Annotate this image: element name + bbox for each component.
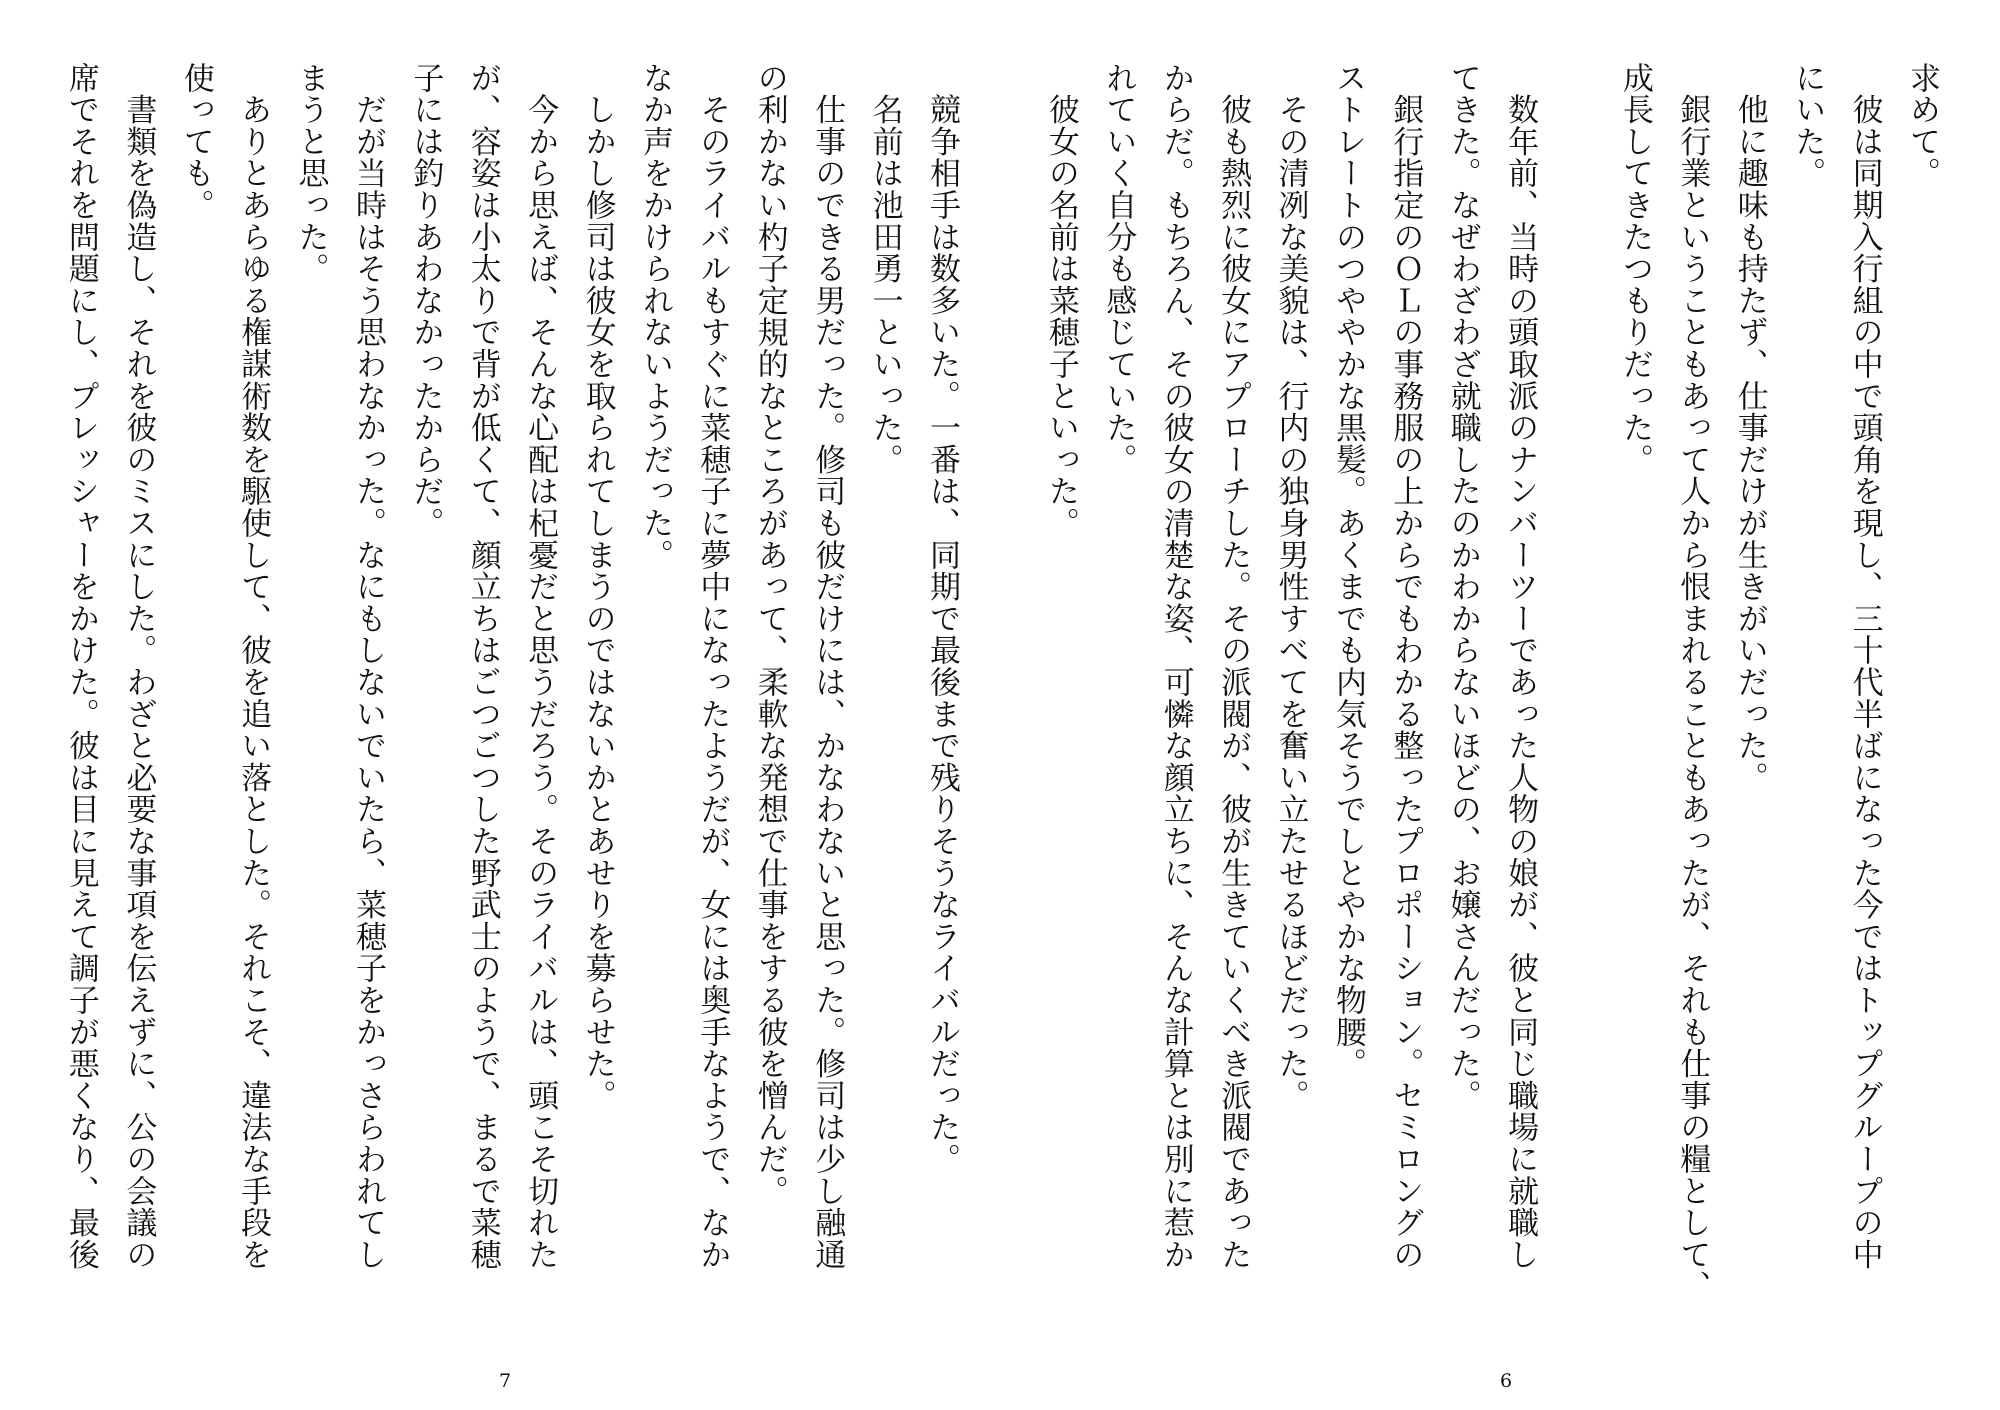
text-column: れていく自分も感じていた。	[1100, 62, 1137, 476]
page-right-text	[1042, 62, 1950, 1352]
text-column: 銀行業ということもあって人から恨まれることもあったが、それも仕事の糧として、	[1674, 62, 1711, 1303]
text-column: 仕事のできる男だった。修司も彼だけには、かなわないと思った。修司は少し融通	[809, 62, 846, 1271]
text-column: 数年前、当時の頭取派のナンバーツーであった人物の娘が、彼と同じ職場に就職し	[1502, 62, 1539, 1271]
text-column: 求めて。	[1904, 62, 1940, 190]
text-column: 子には釣りあわなかったからだ。	[407, 62, 444, 539]
text-column: 今から思えば、そんな心配は杞憂だと思うだろう。そのライバルは、頭こそ切れた	[522, 62, 559, 1271]
text-column: ありとあらゆる権謀術数を駆使して、彼を追い落とした。それこそ、違法な手段を	[235, 62, 272, 1271]
text-column: 書類を偽造し、それを彼のミスにした。わざと必要な事項を伝えずに、公の会議の	[120, 62, 157, 1271]
text-column: 成長してきたつもりだった。	[1616, 62, 1653, 476]
text-column: 名前は池田勇一といった。	[866, 62, 903, 476]
text-column: なか声をかけられないようだった。	[636, 62, 673, 571]
text-column: だが当時はそう思わなかった。なにもしないでいたら、菜穂子をかっさらわれてし	[349, 62, 386, 1271]
text-column: 他に趣味も持たず、仕事だけが生きがいだった。	[1731, 62, 1768, 794]
blank-column	[1548, 62, 1605, 1352]
text-column: 彼も熱烈に彼女にアプローチした。その派閥が、彼が生きていくべき派閥であった	[1215, 62, 1252, 1271]
text-column: にいた。	[1789, 62, 1826, 190]
text-column: が、容姿は小太りで背が低くて、顔立ちはごつごつした野武士のようで、まるで菜穂	[464, 62, 501, 1271]
text-column: 彼は同期入行組の中で頭角を現し、三十代半ばになった今ではトップグループの中	[1846, 62, 1883, 1271]
page-number-right: 6	[1499, 1370, 1513, 1392]
text-column: 競争相手は数多いた。一番は、同期で最後まで残りそうなライバルだった。	[924, 62, 960, 1175]
text-column: そのライバルもすぐに菜穂子に夢中になったようだが、女には奥手なようで、なか	[694, 62, 731, 1271]
text-column: しかし修司は彼女を取られてしまうのではないかとあせりを募らせた。	[579, 62, 616, 1112]
text-column: その清冽な美貌は、行内の独身男性すべてを奮い立たせるほどだった。	[1272, 62, 1309, 1112]
text-column: からだ。もちろん、その彼女の清楚な姿、可憐な顔立ちに、そんな計算とは別に惹か	[1157, 62, 1194, 1271]
page-left-text	[62, 62, 970, 1352]
text-column: 銀行指定のＯＬの事務服の上からでもわかる整ったプロポーション。セミロングの	[1387, 62, 1424, 1271]
page-right	[1000, 0, 2000, 1410]
text-column: 使っても。	[177, 62, 214, 221]
text-column: ストレートのつややかな黒髪。あくまでも内気そうでしとやかな物腰。	[1329, 62, 1366, 1080]
text-column: まうと思った。	[292, 62, 329, 285]
text-column: 席でそれを問題にし、プレッシャーをかけた。彼は目に見えて調子が悪くなり、最後	[62, 62, 99, 1271]
text-column: の利かない杓子定規的なところがあって、柔軟な発想で仕事をする彼を憎んだ。	[751, 62, 788, 1207]
page-number-left: 7	[498, 1370, 512, 1392]
text-column: てきた。なぜわざわざ就職したのかわからないほどの、お嬢さんだった。	[1444, 62, 1481, 1112]
text-column: 彼女の名前は菜穂子といった。	[1042, 62, 1079, 539]
